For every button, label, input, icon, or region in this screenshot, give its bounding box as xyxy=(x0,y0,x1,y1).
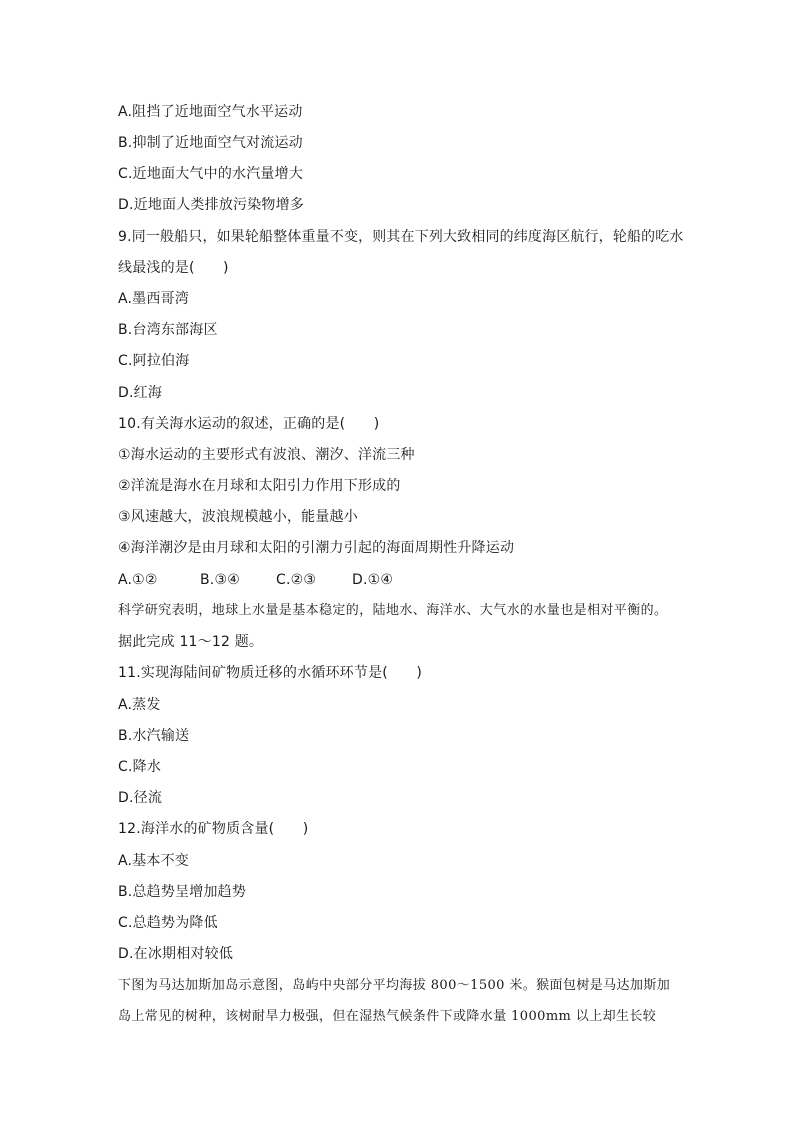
q8-option-a: A.阻挡了近地面空气水平运动 xyxy=(118,104,303,120)
q10-option-b: B.③④ xyxy=(200,572,240,588)
q12-option-a: A.基本不变 xyxy=(118,853,189,869)
passage2-line2: 岛上常见的树种，该树耐旱力极强，但在湿热气候条件下或降水量 1000mm 以上却生长较 xyxy=(118,1009,657,1024)
q10-statement-4: ④海洋潮汐是由月球和太阳的引潮力引起的海面周期性升降运动 xyxy=(118,540,515,556)
q10-option-d: D.①④ xyxy=(352,572,394,588)
q8-option-d: D.近地面人类排放污染物增多 xyxy=(118,197,305,213)
q9-stem-line1: 9.同一般船只，如果轮船整体重量不变，则其在下列大致相同的纬度海区航行，轮船的吃水 xyxy=(118,229,684,245)
q11-option-c: C.降水 xyxy=(118,759,162,775)
q11-stem: 11.实现海陆间矿物质迁移的水循环环节是( ) xyxy=(118,665,422,681)
q8-option-b: B.抑制了近地面空气对流运动 xyxy=(118,135,303,151)
q10-stem: 10.有关海水运动的叙述，正确的是( ) xyxy=(118,416,380,432)
q12-option-d: D.在冰期相对较低 xyxy=(118,946,234,962)
q9-option-a: A.墨西哥湾 xyxy=(118,291,189,307)
q10-option-a: A.①② xyxy=(118,572,158,588)
q11-option-a: A.蒸发 xyxy=(118,697,161,713)
passage1-line1: 科学研究表明，地球上水量是基本稳定的，陆地水、海洋水、大气水的水量也是相对平衡的。 xyxy=(118,603,668,618)
q10-statement-1: ①海水运动的主要形式有波浪、潮汐、洋流三种 xyxy=(118,447,415,463)
q10-option-c: C.②③ xyxy=(276,572,317,588)
q10-statement-3: ③风速越大，波浪规模越小，能量越小 xyxy=(118,509,358,525)
q9-option-c: C.阿拉伯海 xyxy=(118,353,190,369)
q10-options-row xyxy=(118,570,393,590)
q10-statement-2: ②洋流是海水在月球和太阳引力作用下形成的 xyxy=(118,478,401,494)
passage2-line1: 下图为马达加斯加岛示意图，岛屿中央部分平均海拔 800～1500 米。猴面包树是马达加斯加 xyxy=(118,978,671,993)
q8-option-c: C.近地面大气中的水汽量增大 xyxy=(118,166,304,182)
q11-option-d: D.径流 xyxy=(118,790,163,806)
q9-option-b: B.台湾东部海区 xyxy=(118,322,218,338)
q12-option-c: C.总趋势为降低 xyxy=(118,915,218,931)
q12-stem: 12.海洋水的矿物质含量( ) xyxy=(118,821,309,837)
q11-option-b: B.水汽输送 xyxy=(118,728,190,744)
q9-option-d: D.红海 xyxy=(118,385,163,401)
q9-stem-line2: 线最浅的是( ) xyxy=(118,260,229,276)
passage1-line2: 据此完成 11～12 题。 xyxy=(118,634,264,650)
q12-option-b: B.总趋势呈增加趋势 xyxy=(118,884,247,900)
